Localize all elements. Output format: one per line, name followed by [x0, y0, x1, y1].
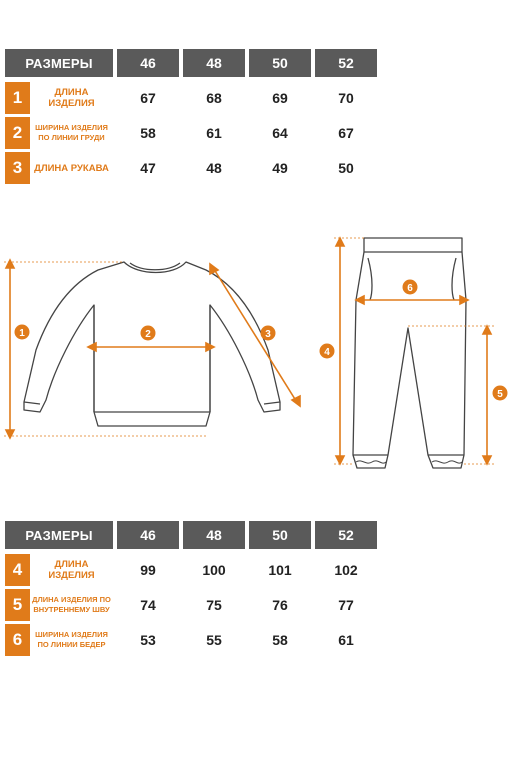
- table-row: [5, 624, 377, 656]
- size-48: 48: [183, 521, 245, 549]
- row-number: 2: [5, 117, 30, 149]
- bottom-size-table: [5, 521, 377, 659]
- cell-value: 69: [272, 90, 288, 106]
- cell-value: 70: [338, 90, 354, 106]
- size-46: 46: [117, 49, 179, 77]
- cell-value: 74: [140, 597, 156, 613]
- marker-2: [141, 326, 156, 341]
- size-46: 46: [117, 521, 179, 549]
- cell-value: 58: [272, 632, 288, 648]
- svg-text:5: 5: [497, 389, 503, 400]
- row-number: 1: [5, 82, 30, 114]
- cell-value: 77: [338, 597, 354, 613]
- cell-value: 58: [140, 125, 156, 141]
- svg-text:6: 6: [407, 283, 413, 294]
- cell-value: 100: [202, 562, 226, 578]
- cell-value: 67: [140, 90, 156, 106]
- header-label: РАЗМЕРЫ: [5, 521, 113, 549]
- cell-value: 55: [206, 632, 222, 648]
- pants-outline: [353, 238, 466, 468]
- measurement-lines: [4, 238, 494, 464]
- row-number: 5: [5, 589, 30, 621]
- cell-value: 61: [206, 125, 222, 141]
- row-number: 6: [5, 624, 30, 656]
- cell-value: 48: [206, 160, 222, 176]
- marker-1: [15, 325, 30, 340]
- size-48: 48: [183, 49, 245, 77]
- marker-3: [261, 326, 276, 341]
- table-row: [5, 554, 377, 586]
- row-number: 3: [5, 152, 30, 184]
- marker-5: [493, 386, 508, 401]
- cell-value: 64: [272, 125, 288, 141]
- cell-value: 53: [140, 632, 156, 648]
- cell-value: 101: [268, 562, 292, 578]
- cell-value: 68: [206, 90, 222, 106]
- size-50: 50: [249, 49, 311, 77]
- cell-value: 102: [334, 562, 358, 578]
- row-label: ДЛИНА ИЗДЕЛИЯ ПО ВНУТРЕННЕМУ ШВУ: [32, 595, 111, 614]
- svg-text:1: 1: [19, 328, 25, 339]
- row-number: 4: [5, 554, 30, 586]
- row-label: ШИРИНА ИЗДЕЛИЯ ПО ЛИНИИ БЕДЕР: [35, 630, 108, 649]
- size-52: 52: [315, 49, 377, 77]
- row-label: ДЛИНА РУКАВА: [34, 162, 109, 174]
- table-header: [5, 521, 377, 549]
- marker-4: [320, 344, 335, 359]
- row-label: ДЛИНА ИЗДЕЛИЯ: [48, 559, 95, 581]
- cell-value: 67: [338, 125, 354, 141]
- cell-value: 61: [338, 632, 354, 648]
- cell-value: 99: [140, 562, 156, 578]
- svg-text:2: 2: [145, 329, 151, 340]
- header-label: РАЗМЕРЫ: [5, 49, 113, 77]
- marker-6: [403, 280, 418, 295]
- cell-value: 50: [338, 160, 354, 176]
- cell-value: 49: [272, 160, 288, 176]
- size-52: 52: [315, 521, 377, 549]
- sweatshirt-outline: [24, 262, 280, 426]
- svg-text:3: 3: [265, 329, 271, 340]
- row-label: ШИРИНА ИЗДЕЛИЯ ПО ЛИНИИ ГРУДИ: [35, 123, 108, 142]
- svg-text:4: 4: [324, 347, 330, 358]
- cell-value: 76: [272, 597, 288, 613]
- table-row: [5, 589, 377, 621]
- cell-value: 75: [206, 597, 222, 613]
- row-label: ДЛИНА ИЗДЕЛИЯ: [48, 87, 95, 109]
- cell-value: 47: [140, 160, 156, 176]
- size-50: 50: [249, 521, 311, 549]
